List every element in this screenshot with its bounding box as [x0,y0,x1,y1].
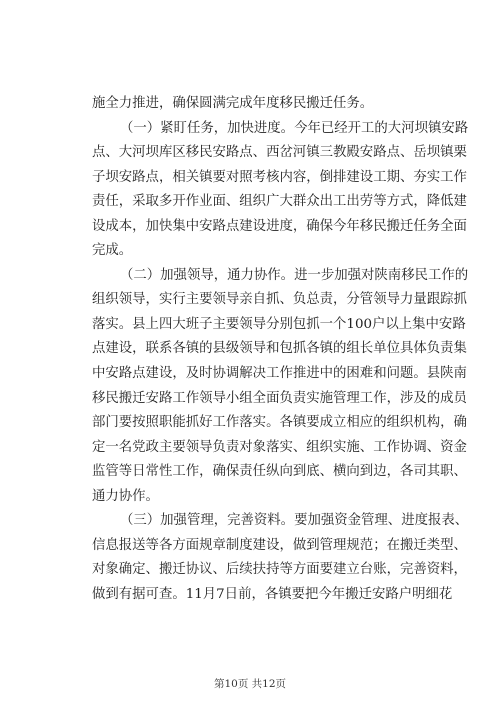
text-line: 做到有据可查。11月7日前，各镇要把今年搬迁安路户明细花 [92,586,453,602]
text-line: 信息报送等各方面规章制度建设，做到管理规范；在搬迁类型、 [92,537,467,553]
text-line: 点建设，联系各镇的县级领导和包抓各镇的组长单位具体负责集 [92,341,467,357]
paragraph-3-line: （三）加强管理，完善资料。要加强资金管理、进度报表、 [120,513,469,529]
text-line: 中安路点建设，及时协调解决工作推进中的困难和问题。县陕南 [92,366,467,382]
page-footer: 第10页 共12页 [213,678,287,690]
text-line: 组织领导，实行主要领导亲自抓、负总责，分管领导力量跟踪抓 [92,292,467,308]
text-line: 监管等日常性工作，确保责任纵向到底、横向到边，各司其职、 [92,464,467,480]
text-line: 完成。 [92,243,133,259]
paragraph-1-line: （一）紧盯任务，加快进度。今年已经开工的大河坝镇安路 [120,120,469,136]
text-line: 责任，采取多开作业面、组织广大群众出工出劳等方式，降低建 [92,194,467,210]
text-line: 通力协作。 [92,488,159,504]
text-line: 移民搬迁安路工作领导小组全面负责实施管理工作，涉及的成员 [92,390,467,406]
text-line: 点、大河坝库区移民安路点、西岔河镇三教殿安路点、岳坝镇栗 [92,145,467,161]
text-line: 部门要按照职能抓好工作落实。各镇要成立相应的组织机构，确 [92,415,467,431]
text-line: 施全力推进，确保圆满完成年度移民搬迁任务。 [92,96,374,111]
text-line: 定一名党政主要领导负责对象落实、组织实施、工作协调、资金 [92,439,467,455]
text-line: 落实。县上四大班子主要领导分别包抓一个100户以上集中安路 [92,316,466,332]
text-line: 对象确定、搬迁协议、后续扶持等方面要建立台账，完善资料， [92,562,467,578]
text-line: 子坝安路点，相关镇要对照考核内容，倒排建设工期、夯实工作 [92,169,467,185]
text-line: 设成本，加快集中安路点建设进度，确保今年移民搬迁任务全面 [92,218,467,234]
paragraph-2-line: （二）加强领导，通力协作。进一步加强对陕南移民工作的 [120,267,469,283]
document-body [92,92,469,607]
